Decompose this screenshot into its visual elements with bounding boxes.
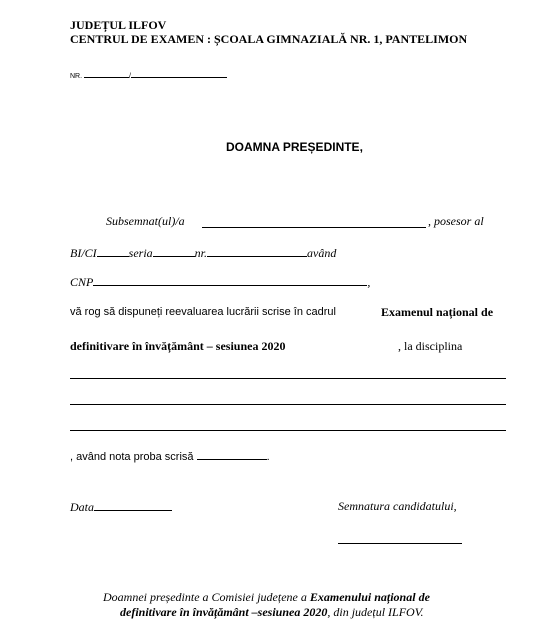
registration-label: NR.	[70, 73, 83, 80]
id-type-field[interactable]	[97, 245, 129, 257]
grade-label: , având nota proba scrisă	[70, 451, 194, 463]
grade-field[interactable]	[197, 448, 267, 460]
addressee-exam-name-part2: definitivare în învățământ –sesiunea 2020	[120, 605, 328, 619]
series-field[interactable]	[153, 245, 195, 257]
county-heading: JUDEȚUL ILFOV	[70, 18, 167, 32]
salutation: DOAMNA PREȘEDINTE,	[226, 140, 363, 154]
series-label: seria	[128, 246, 153, 260]
discipline-field-line-3[interactable]	[70, 430, 506, 431]
addressee-exam-name-part1: Examenului național de	[309, 590, 430, 604]
number-label: nr.	[194, 246, 208, 260]
exam-name-part1: Examenul național de	[381, 305, 494, 319]
date-line	[70, 499, 172, 515]
cnp-field[interactable]	[93, 274, 367, 286]
exam-name-part2: definitivare în învățământ – sesiunea 2020	[70, 339, 286, 353]
registration-separator: /	[129, 73, 131, 80]
undersigned-label: Subsemnat(ul)/a	[106, 214, 185, 228]
id-number-field[interactable]	[207, 245, 307, 257]
cnp-end: ,	[367, 275, 371, 289]
date-label: Data	[70, 500, 94, 514]
signature-label: Semnatura candidatului,	[338, 499, 457, 513]
registration-date-field[interactable]	[131, 69, 227, 78]
discipline-field-line-2[interactable]	[70, 404, 506, 405]
date-field[interactable]	[94, 499, 172, 511]
name-field[interactable]	[202, 227, 426, 228]
registration-number-field[interactable]	[84, 69, 129, 78]
having-label: având	[307, 246, 337, 260]
signature-field[interactable]	[338, 543, 462, 544]
grade-end: .	[266, 451, 270, 463]
addressee-line-2	[120, 605, 423, 620]
cnp-line	[70, 274, 370, 290]
owner-label: , posesor al	[428, 214, 484, 228]
id-label: BI/CI	[70, 246, 97, 260]
addressee-line-1	[103, 590, 430, 605]
discipline-field-line-1[interactable]	[70, 378, 506, 379]
cnp-label: CNP	[70, 275, 94, 289]
grade-line	[70, 448, 270, 463]
registration-number	[70, 69, 227, 82]
id-card-line	[70, 245, 336, 261]
request-text: vă rog să dispuneți reevaluarea lucrării scrise în cadrul	[70, 306, 336, 318]
addressee-line-2-part2: , din județul ILFOV.	[327, 605, 424, 619]
discipline-label: , la disciplina	[398, 339, 463, 353]
addressee-line-1-part1: Doamnei președinte a Comisiei județene a	[103, 590, 307, 604]
exam-center-heading: CENTRUL DE EXAMEN : ȘCOALA GIMNAZIALĂ NR. 1, PANTELIMON	[70, 32, 468, 46]
